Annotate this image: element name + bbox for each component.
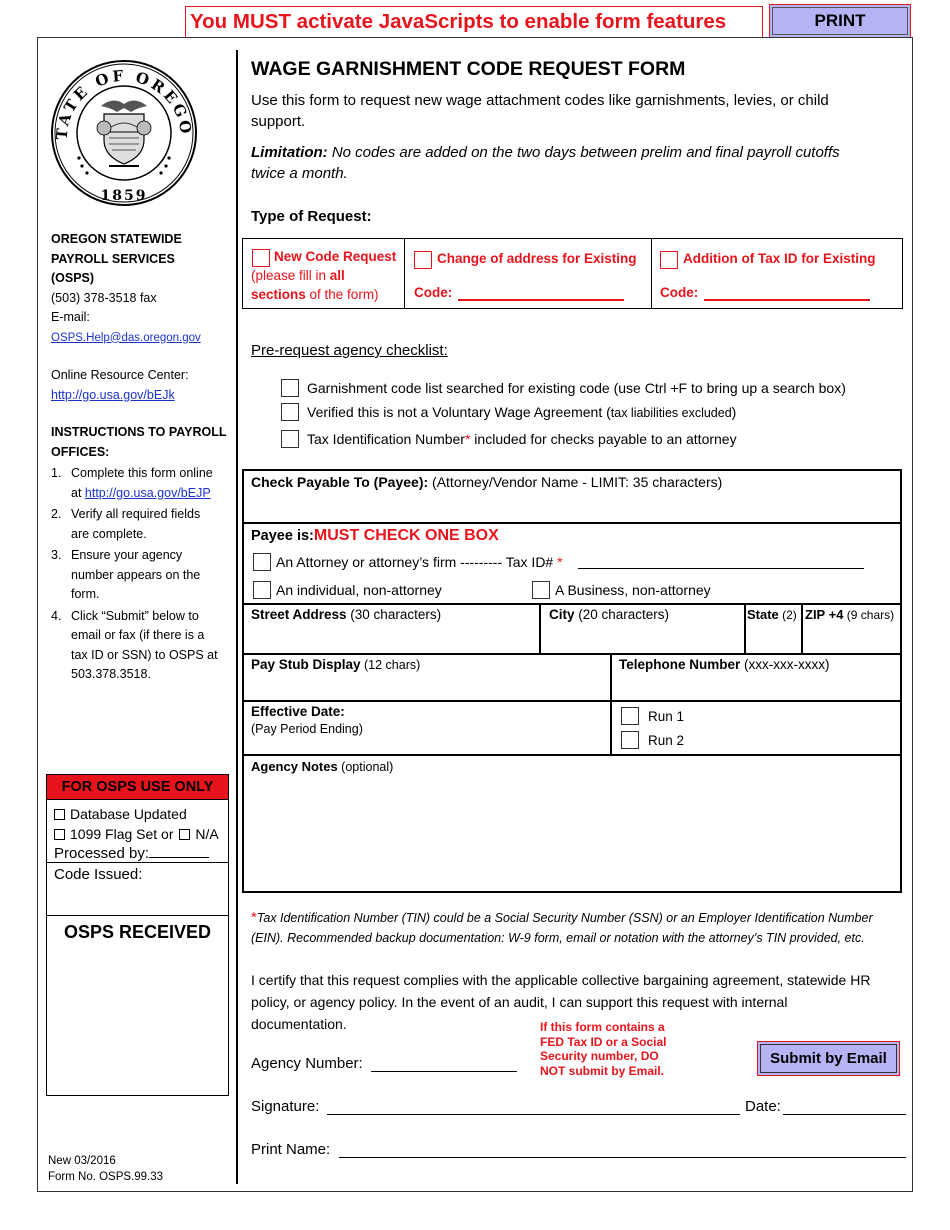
payee-name-input[interactable] [250, 495, 890, 519]
print-name-label: Print Name: [251, 1141, 331, 1158]
new-code-label: New Code Request (please fill in all sections of the form) [251, 249, 397, 302]
agency-number-input[interactable] [371, 1071, 517, 1072]
change-address-checkbox[interactable] [414, 251, 432, 269]
individual-label: An individual, non-attorney [276, 582, 442, 598]
attorney-checkbox[interactable] [253, 553, 271, 571]
resource-link[interactable]: http://go.usa.gov/bEJk [51, 387, 175, 402]
processed-by-label: Processed by: [54, 845, 150, 862]
row-divider [242, 603, 902, 605]
payee-is-label: Payee is:MUST CHECK ONE BOX [251, 527, 499, 544]
req-col-divider [651, 238, 652, 309]
date-label: Date: [745, 1098, 781, 1115]
date-field[interactable] [783, 1114, 906, 1115]
print-name-field[interactable] [339, 1157, 906, 1158]
db-updated-item[interactable]: Database Updated [54, 804, 219, 824]
col-divider [610, 653, 612, 755]
add-tax-id-checkbox[interactable] [660, 251, 678, 269]
zip-input[interactable] [806, 627, 898, 651]
effective-date-hint: (Pay Period Ending) [251, 722, 363, 736]
type-of-request-label: Type of Request: [251, 208, 372, 225]
col-divider [744, 603, 746, 654]
checklist-item-3: Tax Identification Number* included for checks payable to an attorney [307, 431, 737, 447]
run1-label: Run 1 [648, 709, 685, 724]
flag-set-item[interactable]: 1099 Flag Set or N/A [54, 824, 219, 844]
street-address-input[interactable] [250, 627, 535, 651]
intro-text: Use this form to request new wage attachment codes like garnishments, levies, or child support. [251, 92, 829, 130]
pay-stub-label: Pay Stub Display (12 chars) [251, 657, 421, 672]
column-divider [236, 50, 238, 1184]
tin-footnote: *Tax Identification Number (TIN) could be a Social Security Number (SSN) or an Employer Identification Number (EIN). Recommended backup documentation: W-9 form, email or notation with the attorney’s TIN provided, etc. [251, 909, 873, 945]
instruction-step: 3. Ensure your agency number appears on the form. [51, 548, 201, 601]
osps-received-label: OSPS RECEIVED [63, 922, 212, 942]
run2-checkbox[interactable] [621, 731, 639, 749]
osps-checklist [54, 804, 219, 864]
checklist-checkbox-2[interactable] [281, 403, 299, 421]
form-online-link[interactable]: http://go.usa.gov/bEJP [84, 485, 211, 500]
certification-text: I certify that this request complies with the applicable collective bargaining agreement, statewide HR policy, or agency policy. In the event of an audit, I can support this request with internal documentation. [251, 972, 871, 1032]
state-label: State (2) [747, 607, 797, 622]
row-divider [242, 754, 902, 756]
req-col-divider [404, 238, 405, 309]
change-code-field[interactable] [458, 299, 624, 301]
add-tax-id-label: Addition of Tax ID for Existing [683, 251, 876, 266]
tax-code-field[interactable] [704, 299, 870, 301]
instruction-step: 2. Verify all required fields are complete. [51, 507, 201, 541]
effective-date-input[interactable] [380, 705, 605, 750]
osps-divider-2 [46, 915, 229, 916]
run1-checkbox[interactable] [621, 707, 639, 725]
checklist-item-2: Verified this is not a Voluntary Wage Agreement (tax liabilities excluded) [307, 404, 737, 420]
city-input[interactable] [546, 627, 740, 651]
print-button[interactable] [769, 4, 911, 38]
effective-date-label: Effective Date: [251, 704, 345, 719]
row-divider [242, 522, 902, 524]
org-name-line1: OREGON STATEWIDE [51, 232, 182, 246]
page-title: WAGE GARNISHMENT CODE REQUEST FORM [251, 58, 686, 80]
instructions-title-line1: INSTRUCTIONS TO PAYROLL [51, 425, 227, 439]
submit-by-email-button[interactable] [757, 1041, 900, 1076]
row-divider [242, 653, 902, 655]
osps-divider-1 [46, 862, 229, 863]
col-divider [539, 603, 541, 654]
checklist-item-1: Garnishment code list searched for existing code (use Ctrl +F to bring up a search box) [307, 380, 846, 396]
change-address-label: Change of address for Existing [437, 251, 637, 266]
checklist-title: Pre-request agency checklist: [251, 342, 448, 359]
email-link[interactable]: OSPS.Help@das.oregon.gov [51, 331, 201, 344]
attorney-label: An Attorney or attorney’s firm --------- Tax ID# * [276, 554, 563, 570]
city-label: City (20 characters) [549, 607, 670, 622]
osps-use-header: FOR OSPS USE ONLY [46, 774, 229, 800]
sidebar-contact [51, 230, 231, 462]
seal-top-text: TATE OF OREGO [52, 66, 196, 141]
tax-id-field[interactable] [578, 568, 864, 569]
col-divider [801, 603, 803, 654]
payee-label: Check Payable To (Payee): (Attorney/Vendor Name - LIMIT: 35 characters) [251, 474, 723, 490]
submit-by-email-label: Submit by Email [760, 1044, 897, 1073]
limitation-text: Limitation: No codes are added on the two days between prelim and final payroll cutoffs twice a month. [251, 144, 840, 182]
checklist-checkbox-3[interactable] [281, 430, 299, 448]
email-label: E-mail: [51, 310, 90, 324]
code-issued-label: Code Issued: [54, 866, 143, 883]
individual-checkbox[interactable] [253, 581, 271, 599]
print-button-label: PRINT [772, 7, 908, 35]
org-name-line2: PAYROLL SERVICES [51, 251, 175, 266]
run2-label: Run 2 [648, 733, 685, 748]
signature-label: Signature: [251, 1098, 320, 1115]
oregon-state-seal [49, 58, 199, 208]
tax-code-label: Code: [660, 285, 699, 300]
org-name-line3: (OSPS) [51, 271, 95, 285]
instructions-title-line2: OFFICES: [51, 444, 110, 459]
resource-label: Online Resource Center: [51, 368, 189, 382]
agency-number-label: Agency Number: [251, 1055, 363, 1072]
js-warning-text: You MUST activate JavaScripts to enable form features [190, 10, 727, 33]
checklist-checkbox-1[interactable] [281, 379, 299, 397]
business-label: A Business, non-attorney [555, 582, 711, 598]
instruction-step: 4. Click “Submit” below to email or fax (if there is a tax ID or SSN) to OSPS at 503.378.3518. [51, 608, 218, 681]
instruction-step: 1. Complete this form online at http://go.usa.gov/bEJP [51, 466, 213, 500]
zip-label: ZIP +4 (9 chars) [805, 607, 895, 622]
business-checkbox[interactable] [532, 581, 550, 599]
form-version: New 03/2016 Form No. OSPS.99.33 [48, 1155, 164, 1183]
street-address-label: Street Address (30 characters) [251, 607, 442, 622]
signature-field[interactable] [327, 1114, 740, 1115]
change-code-label: Code: [414, 285, 453, 300]
telephone-label: Telephone Number (xxx-xxx-xxxx) [619, 657, 830, 672]
fax-number: (503) 378-3518 fax [51, 290, 157, 305]
agency-notes-label: Agency Notes (optional) [251, 759, 394, 774]
agency-notes-textarea[interactable] [250, 778, 895, 886]
instructions-list [51, 464, 231, 685]
row-divider [242, 700, 902, 702]
state-input[interactable] [749, 627, 797, 651]
email-warning: If this form contains a FED Tax ID or a Social Security number, DO NOT submit by Email. [540, 1020, 667, 1078]
pay-stub-input[interactable] [250, 676, 605, 700]
seal-year: 1859 [100, 188, 148, 204]
telephone-input[interactable] [617, 676, 897, 700]
